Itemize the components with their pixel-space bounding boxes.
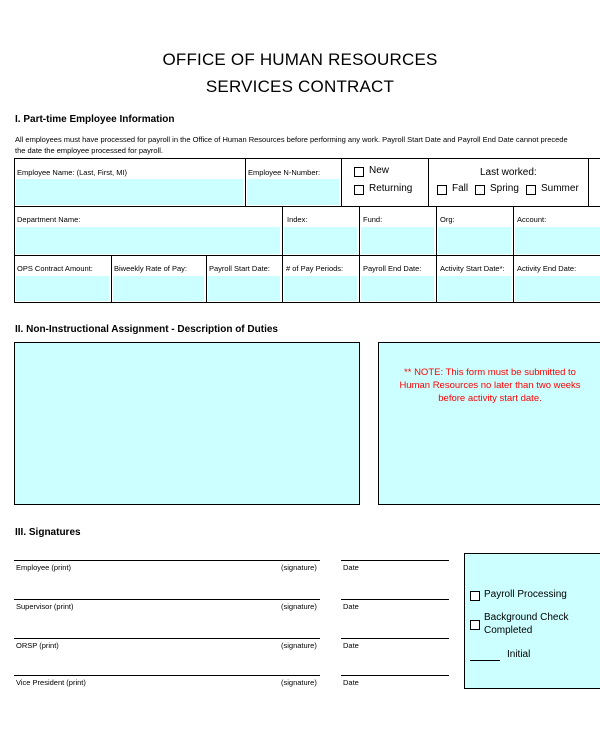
activity-start-label: Activity Start Date*: xyxy=(440,264,505,273)
office-use-box xyxy=(464,553,600,689)
initial-label: Initial xyxy=(507,649,531,660)
last-worked-label: Last worked: xyxy=(480,167,537,178)
payroll-processing-checkbox[interactable] xyxy=(470,591,480,601)
biweekly-rate-field[interactable] xyxy=(113,276,204,301)
initial-line[interactable] xyxy=(470,660,500,661)
returning-checkbox[interactable] xyxy=(354,185,364,195)
department-label: Department Name: xyxy=(17,215,81,224)
vice-president-signature-label: (signature) xyxy=(281,678,317,687)
num-pay-periods-field[interactable] xyxy=(284,276,357,301)
payroll-end-label: Payroll End Date: xyxy=(363,264,422,273)
index-label: Index: xyxy=(287,215,308,224)
supervisor-date-line[interactable] xyxy=(341,599,449,600)
vice-president-date-line[interactable] xyxy=(341,675,449,676)
new-checkbox[interactable] xyxy=(354,167,364,177)
note-line2: Human Resources no later than two weeks xyxy=(399,380,581,391)
section1-instructions-line1: All employees must have processed for payroll in the Office of Human Resources before performing any work. Payroll Start Date and Payroll End Date cannot precede xyxy=(15,135,568,144)
orsp-date-line[interactable] xyxy=(341,638,449,639)
note-line1: ** NOTE: This form must be submitted to xyxy=(404,367,576,378)
employee-print-line[interactable] xyxy=(14,560,320,561)
fall-label: Fall xyxy=(452,183,469,194)
background-check-label-line1: Background Check xyxy=(484,612,569,623)
summer-label: Summer xyxy=(541,183,579,194)
orsp-print-line[interactable] xyxy=(14,638,320,639)
note-line3: before activity start date. xyxy=(438,393,542,404)
orsp-print-label: ORSP (print) xyxy=(16,641,59,650)
section2-heading: II. Non-Instructional Assignment - Description of Duties xyxy=(15,324,278,335)
background-check-label-line2: Completed xyxy=(484,625,533,636)
vice-president-date-label: Date xyxy=(343,678,359,687)
ops-amount-label: OPS Contract Amount: xyxy=(17,264,93,273)
org-label: Org: xyxy=(440,215,455,224)
org-field[interactable] xyxy=(438,227,511,254)
employee-date-label: Date xyxy=(343,563,359,572)
employee-signature-label: (signature) xyxy=(281,563,317,572)
activity-end-field[interactable] xyxy=(515,276,600,301)
ops-amount-field[interactable] xyxy=(16,276,109,301)
num-pay-periods-label: # of Pay Periods: xyxy=(286,264,344,273)
payroll-end-field[interactable] xyxy=(361,276,434,301)
section1-heading: I. Part-time Employee Information xyxy=(15,114,175,125)
payroll-start-label: Payroll Start Date: xyxy=(209,264,270,273)
orsp-date-label: Date xyxy=(343,641,359,650)
supervisor-print-label: Supervisor (print) xyxy=(16,602,74,611)
summer-checkbox[interactable] xyxy=(526,185,536,195)
fund-field[interactable] xyxy=(361,227,434,254)
duties-description-field[interactable] xyxy=(14,342,360,505)
account-label: Account: xyxy=(517,215,547,224)
vice-president-print-label: Vice President (print) xyxy=(16,678,86,687)
section1-instructions-line2: the date the employee processed for payroll. xyxy=(15,146,164,155)
employee-n-number-field[interactable] xyxy=(247,179,339,205)
department-field[interactable] xyxy=(16,227,280,254)
employee-print-label: Employee (print) xyxy=(16,563,72,572)
vice-president-print-line[interactable] xyxy=(14,675,320,676)
activity-start-field[interactable] xyxy=(438,276,511,301)
new-label: New xyxy=(369,165,390,176)
supervisor-date-label: Date xyxy=(343,602,359,611)
orsp-signature-label: (signature) xyxy=(281,641,317,650)
section3-heading: III. Signatures xyxy=(15,527,81,538)
supervisor-print-line[interactable] xyxy=(14,599,320,600)
index-field[interactable] xyxy=(284,227,357,254)
note-box xyxy=(378,342,600,505)
employee-n-number-label: Employee N-Number: xyxy=(248,168,321,177)
page-title-line2: SERVICES CONTRACT xyxy=(205,77,395,96)
employee-name-label: Employee Name: (Last, First, MI) xyxy=(17,168,128,177)
payroll-start-field[interactable] xyxy=(208,276,280,301)
account-field[interactable] xyxy=(515,227,600,254)
biweekly-rate-label: Biweekly Rate of Pay: xyxy=(114,264,187,273)
employee-date-line[interactable] xyxy=(341,560,449,561)
returning-label: Returning xyxy=(369,183,413,194)
payroll-processing-label: Payroll Processing xyxy=(484,589,567,600)
spring-label: Spring xyxy=(490,183,519,194)
fund-label: Fund: xyxy=(363,215,383,224)
background-check-checkbox[interactable] xyxy=(470,620,480,630)
fall-checkbox[interactable] xyxy=(437,185,447,195)
activity-end-label: Activity End Date: xyxy=(517,264,577,273)
employee-name-field[interactable] xyxy=(16,179,243,205)
supervisor-signature-label: (signature) xyxy=(281,602,317,611)
page-title-line1: OFFICE OF HUMAN RESOURCES xyxy=(162,50,438,69)
spring-checkbox[interactable] xyxy=(475,185,485,195)
